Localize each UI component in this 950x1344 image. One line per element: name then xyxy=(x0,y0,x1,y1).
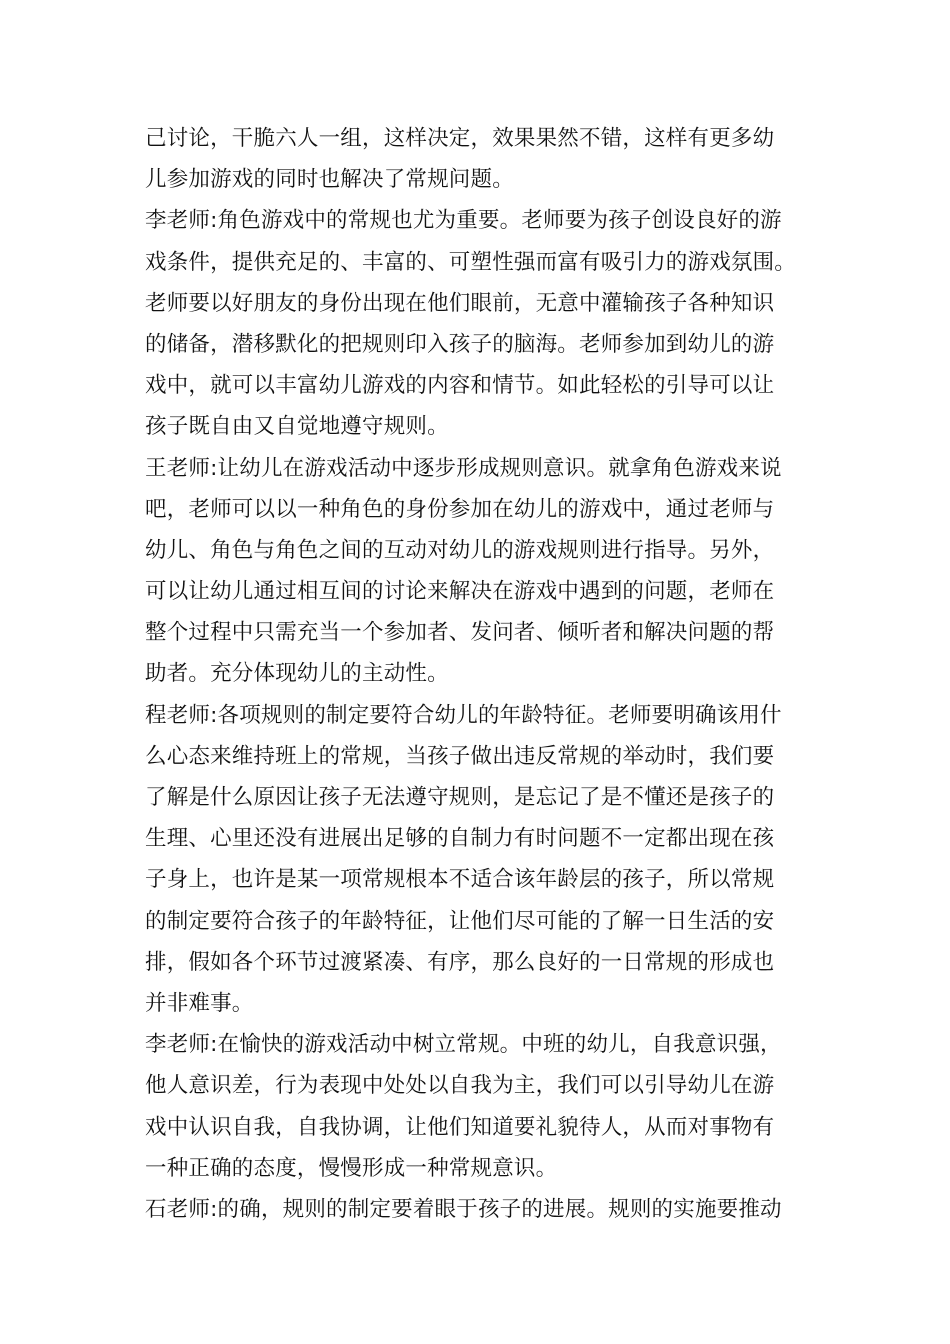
text-line: 石老师:的确，规则的制定要着眼于孩子的进展。规则的实施要推动 xyxy=(145,1196,782,1222)
text-line: 助者。充分体现幼儿的主动性。 xyxy=(145,661,449,687)
text-line: 了解是什么原因让孩子无法遵守规则，是忘记了是不懂还是孩子的 xyxy=(145,785,775,810)
text-line: 戏条件，提供充足的、丰富的、可塑性强而富有吸引力的游戏氛围。 xyxy=(145,249,797,275)
text-line: 己讨论，干脆六人一组，这样决定，效果果然不错，这样有更多幼 xyxy=(145,126,775,151)
text-line: 的储备，潜移默化的把规则印入孩子的脑海。老师参加到幼儿的游 xyxy=(145,331,775,357)
text-line: 一种正确的态度，慢慢形成一种常规意识。 xyxy=(145,1155,558,1181)
text-line: 儿参加游戏的同时也解决了常规问题。 xyxy=(145,167,514,193)
text-line: 的制定要符合孩子的年龄特征，让他们尽可能的了解一日生活的安 xyxy=(145,908,775,934)
text-line: 整个过程中只需充当一个参加者、发问者、倾听者和解决问题的帮 xyxy=(145,620,775,646)
text-line: 生理、心里还没有进展出足够的自制力有时问题不一定都出现在孩 xyxy=(145,826,775,852)
text-line: 可以让幼儿通过相互间的讨论来解决在游戏中遇到的问题，老师在 xyxy=(145,579,775,605)
text-line: 李老师:角色游戏中的常规也尤为重要。老师要为孩子创设良好的游 xyxy=(145,208,782,234)
text-line: 并非难事。 xyxy=(145,990,254,1016)
text-line: 程老师:各项规则的制定要符合幼儿的年龄特征。老师要明确该用什 xyxy=(145,702,782,728)
text-line: 吧，老师可以以一种角色的身份参加在幼儿的游戏中，通过老师与 xyxy=(145,496,775,522)
text-line: 排，假如各个环节过渡紧凑、有序，那么良好的一日常规的形成也 xyxy=(145,949,775,975)
text-line: 么心态来维持班上的常规，当孩子做出违反常规的举动时，我们要 xyxy=(145,743,775,769)
text-line: 他人意识差，行为表现中处处以自我为主，我们可以引导幼儿在游 xyxy=(145,1073,775,1099)
text-line: 子身上，也许是某一项常规根本不适合该年龄层的孩子，所以常规 xyxy=(145,867,775,893)
text-line: 李老师:在愉快的游戏活动中树立常规。中班的幼儿，自我意识强， xyxy=(145,1032,782,1058)
text-line: 老师要以好朋友的身份出现在他们眼前，无意中灌输孩子各种知识 xyxy=(145,290,775,316)
text-line: 孩子既自由又自觉地遵守规则。 xyxy=(145,414,449,440)
text-line: 戏中，就可以丰富幼儿游戏的内容和情节。如此轻松的引导可以让 xyxy=(145,373,775,399)
document-body xyxy=(145,118,825,1230)
text-line: 戏中认识自我，自我协调，让他们知道要礼貌待人，从而对事物有 xyxy=(145,1114,775,1140)
text-line: 王老师:让幼儿在游戏活动中逐步形成规则意识。就拿角色游戏来说 xyxy=(145,455,782,481)
text-line: 幼儿、角色与角色之间的互动对幼儿的游戏规则进行指导。另外， xyxy=(145,537,775,563)
